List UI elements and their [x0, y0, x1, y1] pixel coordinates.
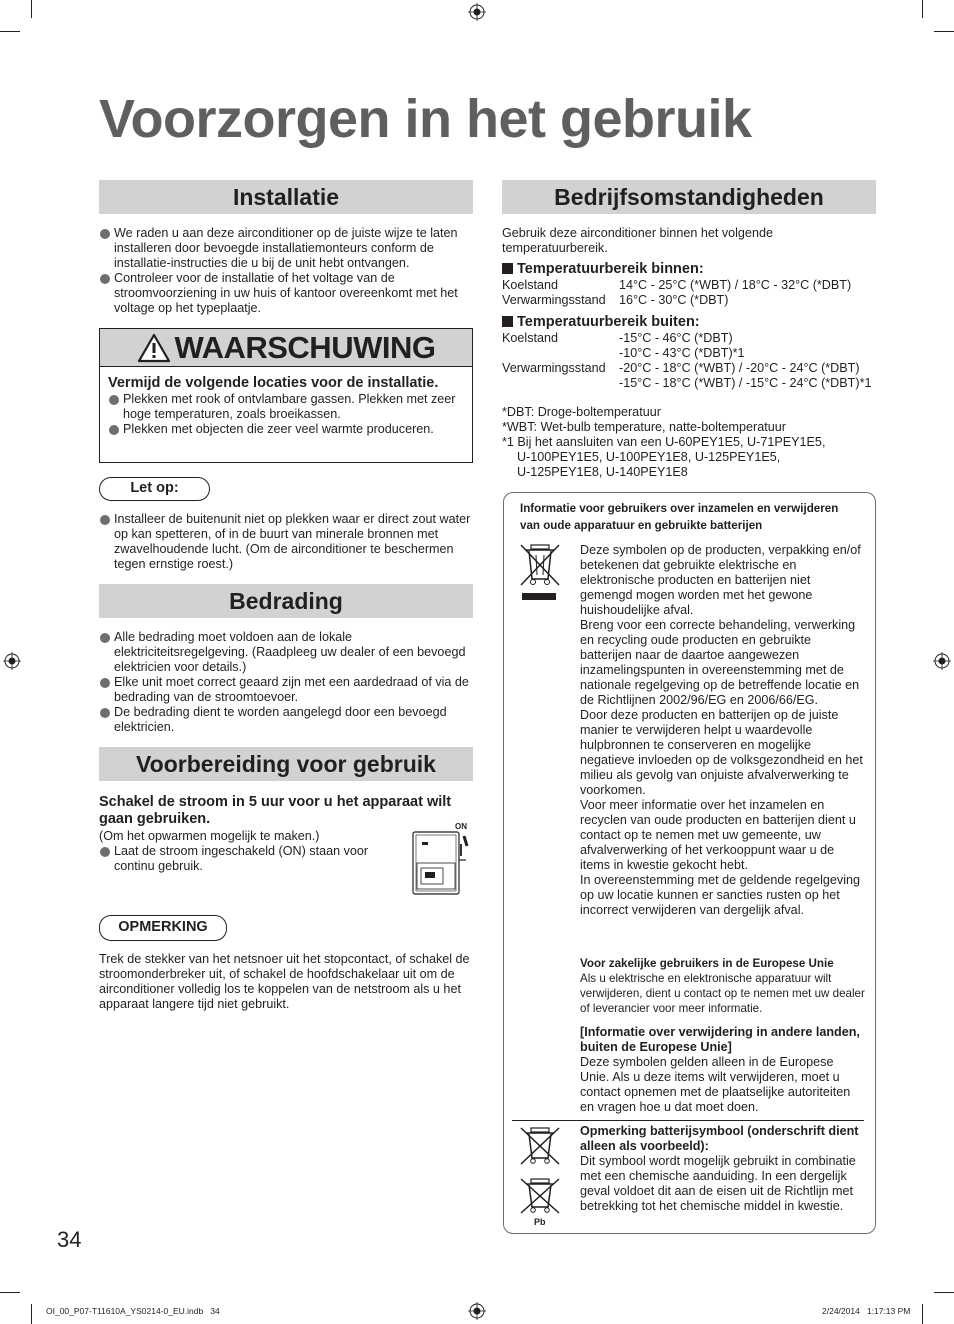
crossed-bin-icon	[518, 541, 562, 603]
bedrijf-footnotes	[502, 405, 882, 480]
voorbereiding-heading: Voorbereiding voor gebruik	[99, 747, 473, 781]
page-number: 34	[57, 1227, 82, 1252]
bedrijf-intro: Gebruik deze airconditioner binnen het volgende temperatuurbereik.	[502, 226, 773, 255]
outside-eu-section	[580, 1025, 865, 1115]
warning-subheading: Vermijd de volgende locaties voor de installatie.	[108, 375, 439, 391]
warning-triangle-icon	[137, 333, 171, 363]
temp-binnen-heading: Temperatuurbereik binnen:	[517, 261, 704, 277]
list-item: Controleer voor de installatie of het voltage van de stroomvoorziening in uw huis of kantoor overeenkomt met het voltage op het typeplaatje.	[99, 271, 475, 316]
battery-heading: Opmerking batterijsymbool (onderschrift dient alleen als voorbeeld):	[580, 1124, 859, 1153]
list-item: We raden u aan deze airconditioner op de juiste wijze te laten installeren door bevoegde installatiemonteurs conform de installatie-instructies die u bij de unit hebt ontvangen.	[99, 226, 475, 271]
square-bullet-icon	[502, 263, 513, 274]
bedrading-list	[99, 630, 475, 735]
temp-mode: Verwarmingsstand	[502, 361, 606, 375]
on-label: ON	[455, 822, 467, 831]
temp-value: -15°C - 18°C (*WBT) / -15°C - 24°C (*DBT)*1	[619, 376, 872, 390]
footnote: *WBT: Wet-bulb temperature, natte-boltemperatuur	[502, 420, 786, 434]
installatie-heading: Installatie	[99, 180, 473, 214]
voorbereiding-subheading: Schakel de stroom in 5 uur voor u het apparaat wilt gaan gebruiken.	[99, 794, 452, 827]
installatie-list	[99, 226, 475, 316]
temp-value: 14°C - 25°C (*WBT) / 18°C - 32°C (*DBT)	[619, 278, 852, 292]
footnote: U-100PEY1E5, U-100PEY1E8, U-125PEY1E5,	[517, 450, 781, 464]
disposal-info-box	[503, 492, 876, 1234]
eu-text: Als u elektrische en elektronische apparatuur wilt verwijderen, dient u contact op te nemen met uw dealer of leverancier voor meer informatie.	[580, 972, 865, 1015]
crossed-bin-icon	[518, 1124, 562, 1168]
temp-mode: Verwarmingsstand	[502, 293, 606, 307]
temp-buiten	[502, 314, 892, 391]
bedrading-heading: Bedrading	[99, 584, 473, 618]
temp-mode: Koelstand	[502, 278, 559, 292]
list-item: De bedrading dient te worden aangelegd door een bevoegd elektricien.	[99, 705, 475, 735]
list-item: Elke unit moet correct geaard zijn met een aardedraad of via de bedrading van de stroomtoevoer.	[99, 675, 475, 705]
voorbereiding-body	[99, 829, 399, 874]
voorbereiding-note: (Om het opwarmen mogelijk te maken.)	[99, 829, 320, 843]
registration-mark-top	[468, 3, 486, 21]
warning-box	[99, 328, 473, 463]
footnote: *1 Bij het aansluiten van een U-60PEY1E5, U-71PEY1E5,	[502, 435, 826, 449]
list-item: Alle bedrading moet voldoen aan de lokale elektriciteitsregelgeving. (Raadpleeg uw dealer of een bevoegd elektricien voor details.)	[99, 630, 475, 675]
disposal-info-body: Deze symbolen op de producten, verpakking en/of betekenen dat gebruikte elektrische en elektronische producten en batterijen niet gemengd mogen worden met het gewone huishoudelijke afval. Breng voor een correcte behandeling, verwerking en recycling oude producten en gebruikte batterijen naar de daartoe aangewezen inzamelingspunten in overeenstemming met de nationale regelgeving op de betreffende locatie en de Richtlijnen 2002/96/EG en 2006/66/EG. Door deze producten en batterijen op de juiste manier te verwijderen helpt u waardevolle hulpbronnen te conserveren en mogelijke negatieve invloeden op de volksgezondheid en het milieu als gevolg van onjuiste afvalverwerking te voorkomen. Voor meer informatie over het inzamelen en recyclen van oude producten en batterijen dient u contact op te nemen met uw gemeente, uw afvalverwerking of het verkooppunt waar u de items in kwestie gekocht hebt. In overeenstemming met de geldende regelgeving op uw locatie kunnen er sancties rusten op het incorrect verwijderen van dergelijk afval.	[580, 543, 863, 917]
power-switch-illustration	[408, 830, 472, 896]
registration-mark-right	[933, 652, 951, 670]
page-title: Voorzorgen in het gebruik	[99, 89, 752, 149]
divider	[512, 1120, 864, 1121]
battery-text: Dit symbool wordt mogelijk gebruikt in combinatie met een chemische aanduiding. In een dergelijk geval voldoet dit aan de eisen uit de Richtlijn met betrekking tot het chemische middel in kwestie.	[580, 1154, 856, 1213]
footer-timestamp: 2/24/2014 1:17:13 PM	[822, 1306, 911, 1316]
temp-value: -15°C - 46°C (*DBT)	[619, 331, 733, 345]
list-item: Plekken met rook of ontvlambare gassen. Plekken met zeer hoge temperaturen, zoals broeikassen.	[108, 392, 464, 422]
bedrijf-heading: Bedrijfsomstandigheden	[502, 180, 876, 214]
square-bullet-icon	[502, 316, 513, 327]
temp-value: 16°C - 30°C (*DBT)	[619, 293, 729, 307]
eu-section	[580, 956, 865, 1016]
battery-section	[580, 1124, 865, 1214]
footnote: U-125PEY1E8, U-140PEY1E8	[517, 465, 688, 479]
warning-label: WAARSCHUWING	[174, 329, 436, 365]
temp-buiten-heading: Temperatuurbereik buiten:	[517, 314, 700, 330]
temp-value: -10°C - 43°C (*DBT)*1	[619, 346, 745, 360]
eu-heading: Voor zakelijke gebruikers in de Europese Unie	[580, 957, 834, 970]
temp-binnen	[502, 261, 882, 308]
footer-file: OI_00_P07-T11610A_YS0214-0_EU.indb 34	[46, 1306, 220, 1316]
opmerking-label: OPMERKING	[99, 915, 227, 941]
list-item: Installeer de buitenunit niet op plekken waar er direct zout water op kan spetteren, of in de buurt van minerale bronnen met zwavelhoudende lucht. (Om de airconditioner te beschermen tegen ernstige roest.)	[99, 512, 475, 572]
registration-mark-left	[3, 652, 21, 670]
list-item: Laat de stroom ingeschakeld (ON) staan voor continu gebruik.	[99, 844, 399, 874]
crossed-bin-pb-icon	[518, 1177, 562, 1221]
pb-label: Pb	[534, 1217, 546, 1227]
opmerking-text: Trek de stekker van het netsnoer uit het stopcontact, of schakel de stroomonderbreker uit, of schakel de hoofdschakelaar uit om de airconditioner volledig los te koppelen van de netstroom als u het apparaat langere tijd niet gebruikt.	[99, 952, 470, 1011]
registration-mark-bottom	[468, 1302, 486, 1320]
footnote: *DBT: Droge-boltemperatuur	[502, 405, 661, 419]
disposal-info-title: Informatie voor gebruikers over inzamelen en verwijderen van oude apparatuur en gebruikte batterijen	[520, 502, 839, 532]
outside-eu-heading: [Informatie over verwijdering in andere landen, buiten de Europese Unie]	[580, 1025, 860, 1054]
outside-eu-text: Deze symbolen gelden alleen in de Europese Unie. Als u deze items wilt verwijderen, moet u contact opnemen met de plaatselijke autoriteiten en vragen hoe u dat moet doen.	[580, 1055, 851, 1114]
let-op-list	[99, 512, 475, 572]
let-op-label: Let op:	[99, 477, 210, 501]
list-item: Plekken met objecten die zeer veel warmte produceren.	[108, 422, 464, 437]
temp-value: -20°C - 18°C (*WBT) / -20°C - 24°C (*DBT)	[619, 361, 860, 375]
temp-mode: Koelstand	[502, 331, 559, 345]
